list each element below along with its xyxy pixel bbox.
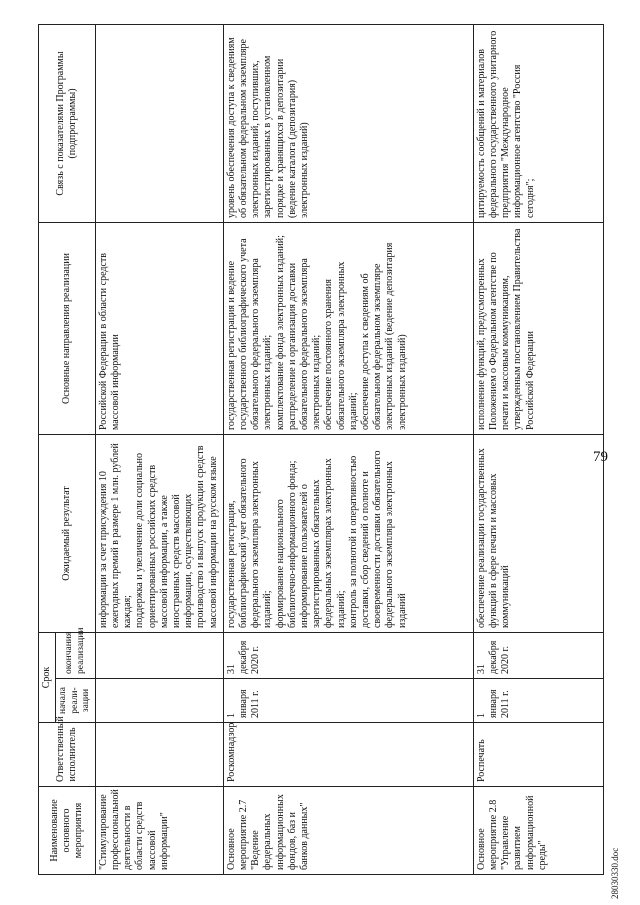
activity-name-cell: Основное мероприятие 2.8 "Управление развитием информационной среды" [473,787,603,875]
link-cell [95,25,223,223]
header-indicator-link: Связь с показателями Программы (подпрограммы) [39,25,96,223]
header-end: окончания реализации [56,633,96,679]
header-expected-result: Ожидаемый результат [39,435,96,633]
result-cell: информации за счет присуждения 10 ежегодных премий в размере 1 млн. рублей каждая; поддержка и увеличение доли социально ориентированных российских средств массовой информации, а также иностранных средств массовой информации, осуществляющих производство и выпуск продукции средств массовой информации на русском языке [95,435,223,633]
header-start: начала реали-зации [56,679,96,723]
result-cell: обеспечение реализации государственных функций в сфере печати и массовых коммуникаций [473,435,603,633]
executor-cell: Роскомнадзор [223,723,473,787]
link-cell: цитируемость сообщений и материалов федерального государственного унитарного предприятия "Международное информационное агентство "Россия сегодня"; [473,25,603,223]
activity-name-cell: Основное мероприятие 2.7 "Ведение федеральных информационных фондов, баз и банков данных" [223,787,473,875]
executor-cell [95,723,223,787]
activity-name-cell: "Стимулирование профессиональной деятельности в области средств массовой информации" [95,787,223,875]
header-executor: Ответственный исполнитель [39,723,96,787]
end-cell: 31 декабря 2020 г. [473,633,603,679]
header-activity-name: Наименование основного мероприятия [39,787,96,875]
end-cell: 31 декабря 2020 г. [223,633,473,679]
result-cell: государственная регистрация, библиографический учет обязательного федерального экземпляра электронных изданий; формирование национального библиотечно-информационного фонда; информирование пользователей о зарегистрированных обязательных федеральных экземплярах электронных изданий; контроль за полнотой и оперативностью доставки, сбор сведений о полноте и своевременности доставки обязательного федерального экземпляра электронных изданий [223,435,473,633]
page-number: 79 [593,449,608,465]
document-code: 28030330.doc [610,847,620,899]
table-row [223,25,473,875]
table-row [95,25,223,875]
link-cell: уровень обеспечения доступа к сведениям об обязательном федеральном экземпляре электронных изданий, поступивших, зарегистрированных в установленном порядке и хранящихся в депозитарии (ведение каталога (депозитария) электронных изданий) [223,25,473,223]
directions-cell: государственная регистрация и ведение государственного библиографического учета обязательного федерального экземпляра электронных изданий; комплектование фонда электронных изданий; распределение и организация доставки обязательного федерального экземпляра электронных изданий; обеспечение постоянного хранения обязательного экземпляра электронных изданий; обеспечение доступа к сведениям об обязательном федеральном экземпляре электронных изданий (ведение депозитария электронных изданий) [223,223,473,435]
header-row [39,25,56,875]
start-cell [95,679,223,723]
start-cell: 1 января 2011 г. [473,679,603,723]
end-cell [95,633,223,679]
executor-cell: Роспечать [473,723,603,787]
header-term: Срок [39,633,56,723]
start-cell: 1 января 2011 г. [223,679,473,723]
header-main-directions: Основные направления реализации [39,223,96,435]
directions-cell: Российской Федерации в области средств массовой информации [95,223,223,435]
directions-cell: исполнение функций, предусмотренных Положением о Федеральном агентстве по печати и массовым коммуникациям, утвержденным постановлением Правительства Российской Федерации [473,223,603,435]
table-row [473,25,603,875]
program-activities-table [38,24,604,875]
